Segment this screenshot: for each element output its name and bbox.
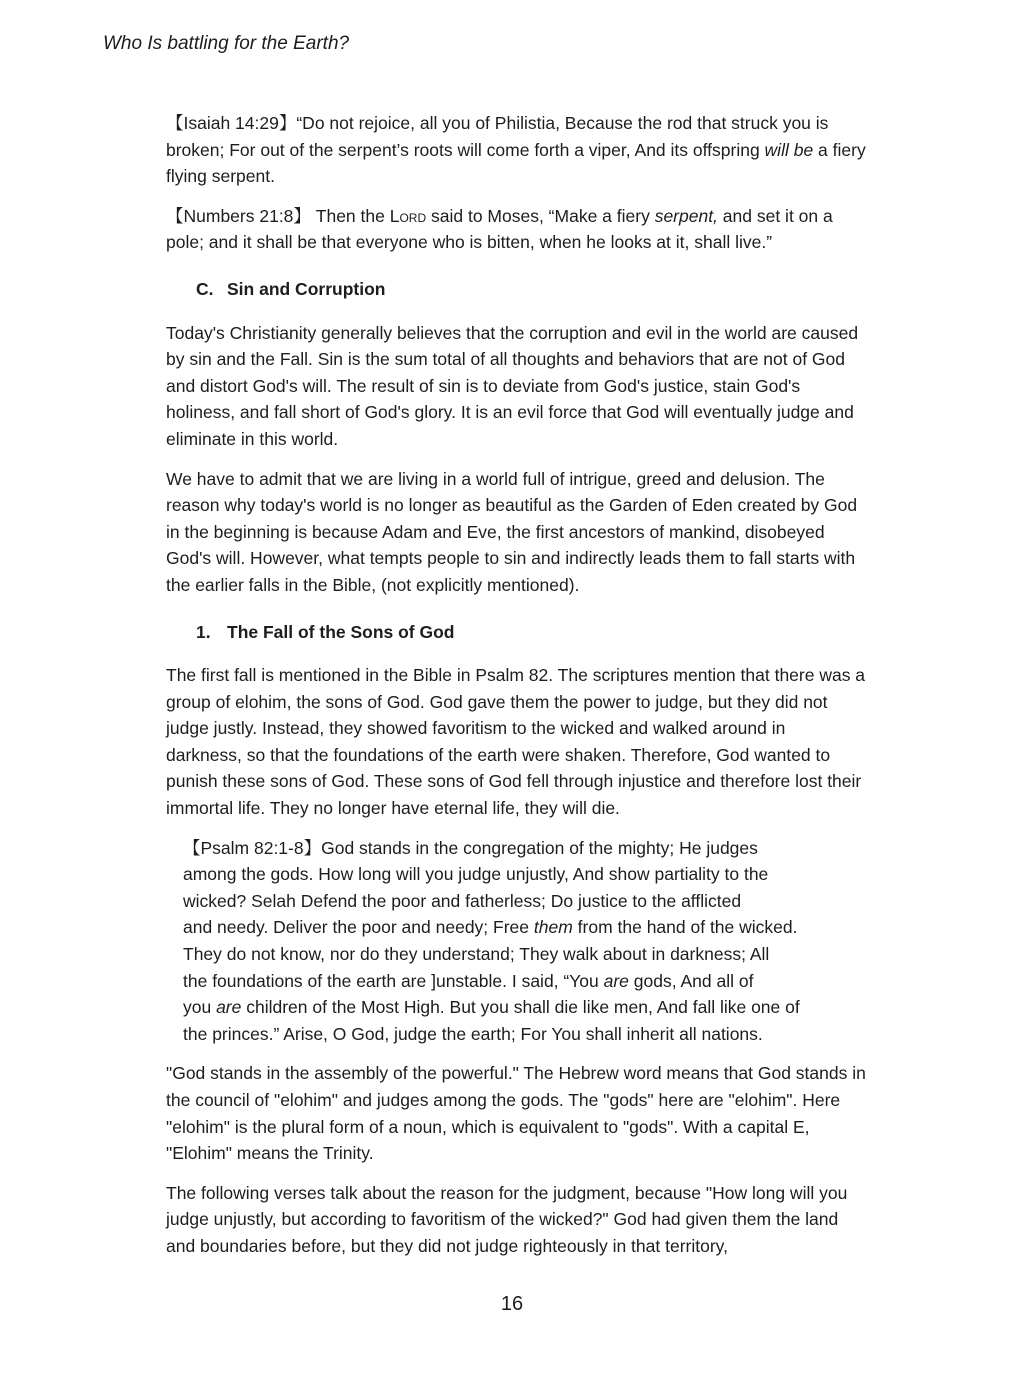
scripture-numbers-21-8: 【Numbers 21:8】 Then the Lord said to Moses, “Make a fiery serpent, and set it on a pole; and it shall be that everyone who is bitten, when he looks at it, shall live.” (166, 205, 833, 253)
section-heading-label: C. (196, 278, 214, 299)
section-heading-text: Sin and Corruption (227, 278, 386, 299)
page-content (166, 110, 866, 1273)
running-header-title: Who Is battling for the Earth? (103, 33, 350, 54)
paragraph-world-condition: We have to admit that we are living in a world full of intrigue, greed and delusion. The reason why today's world is no longer as beautiful as the Garden of Eden created by God in the beginning is because Adam and Eve, the first ancestors of mankind, disobeyed God's will. However, what tempts people to sin and indirectly leads them to fall starts with the earlier falls in the Bible, (not explicitly mentioned). (166, 468, 858, 595)
paragraph-sin-definition: Today's Christianity generally believes that the corruption and evil in the world are caused by sin and the Fall. Sin is the sum total of all thoughts and behaviors that are not of God and distort God's will. The result of sin is to deviate from God's justice, stain God's holiness, and fall short of God's glory. It is an evil force that God will eventually judge and eliminate in this world. (166, 322, 859, 449)
paragraph-judgment-reason: The following verses talk about the reason for the judgment, because "How long will you judge unjustly, but according to favoritism of the wicked?" God had given them the land and boundaries before, but they did not judge righteously in that territory, (166, 1182, 848, 1256)
scripture-isaiah-14-29: 【Isaiah 14:29】“Do not rejoice, all you of Philistia, Because the rod that struck you is broken; For out of the serpent’s roots will come forth a viper, And its offspring will be a fiery flying serpent. (166, 113, 866, 187)
subsection-heading-text: The Fall of the Sons of God (227, 621, 455, 642)
section-heading-sin-and-corruption (196, 276, 866, 303)
page-number: 16 (500, 1293, 524, 1315)
subsection-heading-fall-of-sons-of-god (196, 619, 866, 646)
paragraph-first-fall: The first fall is mentioned in the Bible in Psalm 82. The scriptures mention that there was a group of elohim, the sons of God. God gave them the power to judge, but they did not judge justly. Instead, they showed favoritism to the wicked and walked around in darkness, so that the foundations of the earth were shaken. Therefore, God wanted to punish these sons of God. These sons of God fell through injustice and therefore lost their immortal life. They no longer have eternal life, they will die. (166, 665, 866, 819)
subsection-heading-label: 1. (196, 621, 211, 642)
blockquote-psalm-82: 【Psalm 82:1-8】God stands in the congregation of the mighty; He judges among the gods. How long will you judge unjustly, And show partiality to the wicked? Selah Defend the poor and fatherless; Do justice to the afflicted and needy. Deliver the poor and needy; Free them from the hand of the wicked. They do not know, nor do they understand; They walk about in darkness; All the foundations of the earth are ]unstable. I said, “You are gods, And all of you are children of the Most High. But you shall die like men, And fall like one of the princes.” Arise, O God, judge the earth; For You shall inherit all nations. (183, 837, 800, 1044)
paragraph-elohim-explanation: "God stands in the assembly of the powerful." The Hebrew word means that God stands in the council of "elohim" and judges among the gods. The "gods" here are "elohim". Here "elohim" is the plural form of a noun, which is equivalent to "gods". With a capital E, "Elohim" means the Trinity. (166, 1063, 866, 1164)
